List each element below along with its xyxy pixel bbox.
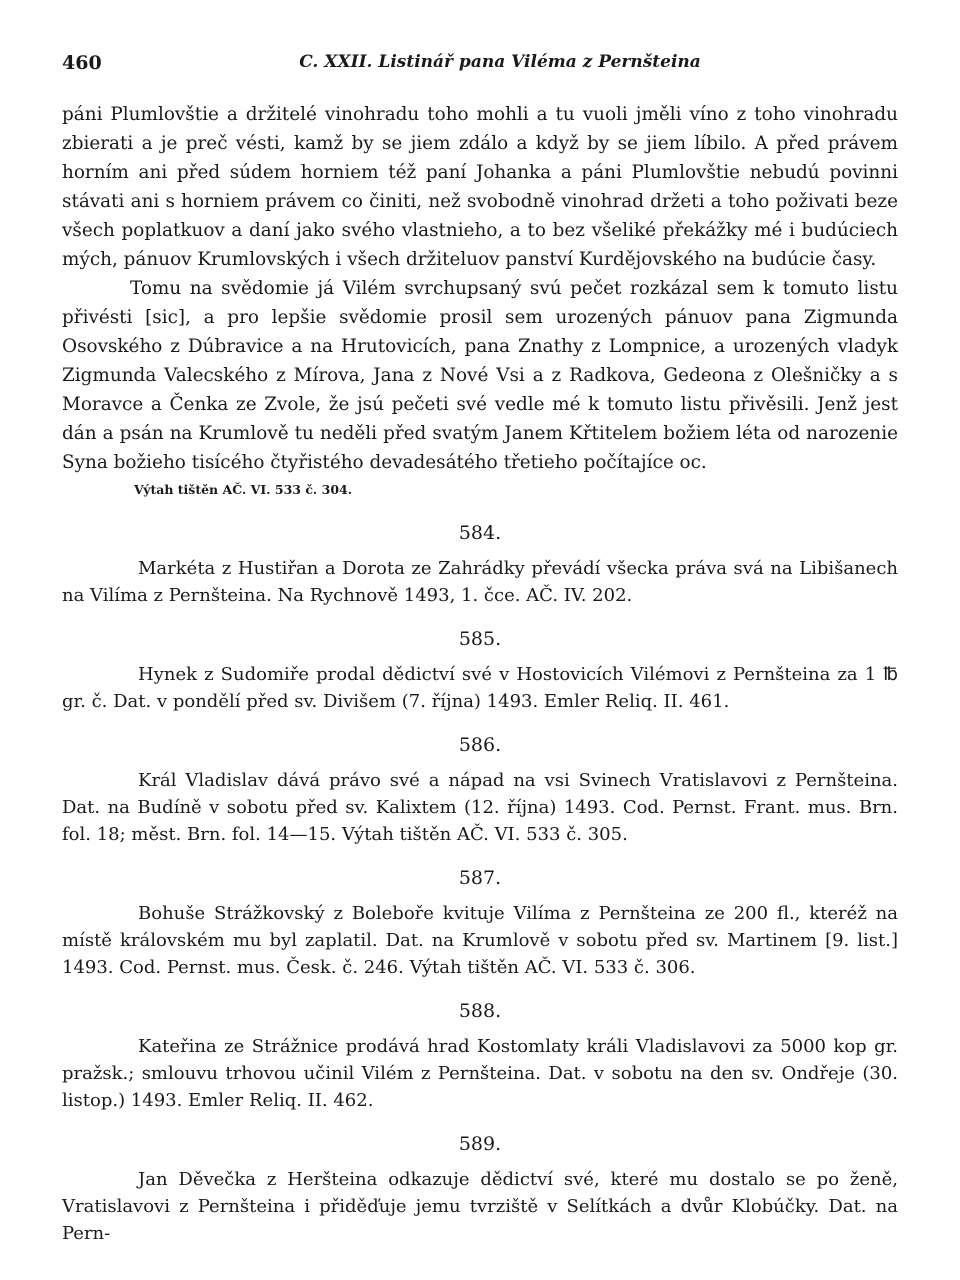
entry-588 (62, 999, 898, 1114)
entry-589 (62, 1132, 898, 1247)
page-number: 460 (62, 52, 102, 74)
entry-text: Jan Děvečka z Heršteina odkazuje dědictví své, které mu dostalo se po ženě, Vratislavovi z Pernšteina i přiděďuje jemu tvrziště v Selítkách a dvůr Klobúčky. Dat. na Pern- (62, 1169, 898, 1244)
entry-number: 588. (458, 1000, 502, 1022)
witness-paragraph: Tomu na svědomie já Vilém svrchupsaný svú pečet rozkázal sem k tomuto listu přivésti [sic], a pro lepšie svědomie prosil sem urozených pánuov pana Zigmunda Osovského z Dúbravice a na Hrutovicích, pana Znathy z Lompnice, a urozených vladyk Zigmunda Valecského z Mírova, Jana z Nové Vsi a z Radkova, Gedeona z Olešničky a s Moravce a Čenka ze Zvole, že jsú pečeti své vedle mé k tomuto listu přivěsili. Jenž jest dán a psán na Krumlově tu neděli před svatým Janem Křtitelem božiem léta od narozenie Syna božieho tisícého čtyřistého devadesátého třetieho počítajíce oc. (62, 278, 898, 473)
entry-584 (62, 521, 898, 609)
entry-text: Král Vladislav dává právo své a nápad na vsi Svinech Vratislavovi z Pernšteina. Dat. na Budíně v sobotu před sv. Kalixtem (12. října) 1493. Cod. Pernst. Frant. mus. Brn. fol. 18; měst. Brn. fol. 14—15. Výtah tištěn AČ. VI. 533 č. 305. (62, 770, 898, 845)
entry-text: Hynek z Sudomiře prodal dědictví své v Hostovicích Vilémovi z Pernšteina za 1 ℔ gr. č. Dat. v pondělí před sv. Divišem (7. října) 1493. Emler Reliq. II. 461. (62, 664, 898, 712)
entry-585 (62, 627, 898, 715)
entry-text: Bohuše Strážkovský z Boleboře kvituje Vilíma z Pernšteina ze 200 fl., kteréž na místě královském mu byl zaplatil. Dat. na Krumlově v sobotu před sv. Martinem [9. list.] 1493. Cod. Pernst. mus. Česk. č. 246. Výtah tištěn AČ. VI. 533 č. 306. (62, 903, 898, 978)
continuation-paragraph: páni Plumlovštie a držitelé vinohradu toho mohli a tu vuoli jměli víno z toho vinohradu zbierati a je preč vésti, kamž by se jiem zdálo a když by se jiem líbilo. A před právem horním ani před súdem horniem též paní Johanka a páni Plumlovštie nebudú povinni stávati ani s horniem právem co činiti, než svobodně vinohrad držeti a toho poživati beze všech poplatkuov a daní jako svého vlastnieho, a to bez všeliké překážky mé i budúciech mých, pánuov Krumlovských i všech držiteluov panství Kurdějovského na budúcie časy. (62, 104, 898, 270)
entry-number: 584. (458, 522, 502, 544)
page-body (62, 100, 898, 1247)
entry-number: 586. (458, 734, 502, 756)
entry-586 (62, 733, 898, 848)
running-title: C. XXII. Listinář pana Viléma z Pernšteina (299, 52, 701, 72)
entry-number: 587. (458, 867, 502, 889)
extract-note: Výtah tištěn AČ. VI. 533 č. 304. (134, 482, 353, 497)
page-header (62, 52, 898, 82)
entry-number: 589. (458, 1133, 502, 1155)
entry-text: Kateřina ze Strážnice prodává hrad Kostomlaty králi Vladislavovi za 5000 kop gr. pražsk.; smlouvu trhovou učinil Vilém z Pernšteina. Dat. v sobotu na den sv. Ondřeje (30. listop.) 1493. Emler Reliq. II. 462. (62, 1036, 898, 1111)
entry-number: 585. (458, 628, 502, 650)
entry-text: Markéta z Hustiřan a Dorota ze Zahrádky převádí všecka práva svá na Libišanech na Vilíma z Pernšteina. Na Rychnově 1493, 1. čce. AČ. IV. 202. (62, 558, 898, 606)
entry-587 (62, 866, 898, 981)
